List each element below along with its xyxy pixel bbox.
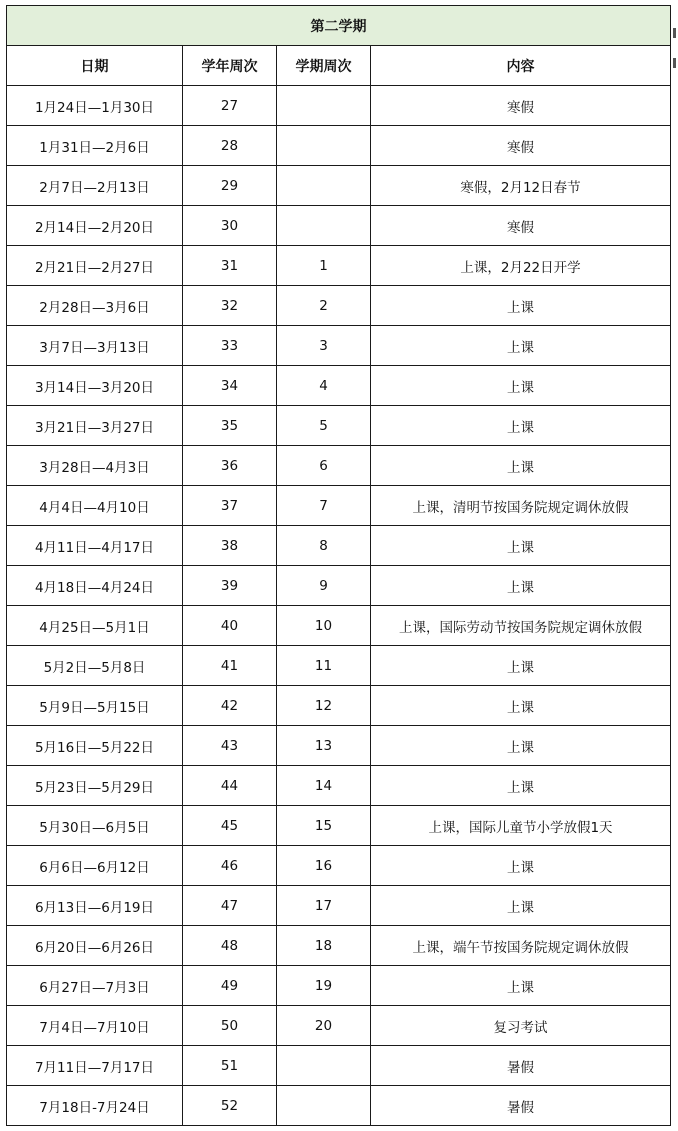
cell-term-week: 7 <box>277 486 371 526</box>
cell-year-week: 51 <box>183 1046 277 1086</box>
cell-content: 上课 <box>371 406 671 446</box>
cell-date: 7月4日—7月10日 <box>7 1006 183 1046</box>
cell-term-week <box>277 86 371 126</box>
cell-date: 2月14日—2月20日 <box>7 206 183 246</box>
cell-term-week: 13 <box>277 726 371 766</box>
cell-term-week: 17 <box>277 886 371 926</box>
cell-date: 3月21日—3月27日 <box>7 406 183 446</box>
calendar-table <box>6 5 671 1126</box>
cell-date: 3月14日—3月20日 <box>7 366 183 406</box>
cell-content: 上课 <box>371 526 671 566</box>
table-row <box>7 246 671 286</box>
cell-content: 暑假 <box>371 1046 671 1086</box>
cell-year-week: 46 <box>183 846 277 886</box>
table-row <box>7 86 671 126</box>
table-row <box>7 446 671 486</box>
cell-year-week: 35 <box>183 406 277 446</box>
cell-year-week: 50 <box>183 1006 277 1046</box>
cell-year-week: 27 <box>183 86 277 126</box>
table-row <box>7 166 671 206</box>
header-year-week: 学年周次 <box>183 46 277 86</box>
table-title: 第二学期 <box>7 6 671 46</box>
cell-year-week: 34 <box>183 366 277 406</box>
cell-year-week: 29 <box>183 166 277 206</box>
cell-term-week: 10 <box>277 606 371 646</box>
cell-term-week: 3 <box>277 326 371 366</box>
header-date: 日期 <box>7 46 183 86</box>
table-row <box>7 286 671 326</box>
table-row <box>7 926 671 966</box>
table-row <box>7 366 671 406</box>
cell-year-week: 47 <box>183 886 277 926</box>
cell-term-week: 9 <box>277 566 371 606</box>
cell-content: 上课 <box>371 846 671 886</box>
table-row <box>7 646 671 686</box>
cell-year-week: 37 <box>183 486 277 526</box>
cell-content: 上课 <box>371 446 671 486</box>
cell-date: 4月11日—4月17日 <box>7 526 183 566</box>
cell-date: 4月25日—5月1日 <box>7 606 183 646</box>
cell-year-week: 42 <box>183 686 277 726</box>
cell-date: 5月16日—5月22日 <box>7 726 183 766</box>
cell-date: 4月18日—4月24日 <box>7 566 183 606</box>
cell-date: 5月2日—5月8日 <box>7 646 183 686</box>
cell-content: 上课，端午节按国务院规定调休放假 <box>371 926 671 966</box>
cell-date: 3月7日—3月13日 <box>7 326 183 366</box>
cell-content: 寒假，2月12日春节 <box>371 166 671 206</box>
cell-term-week <box>277 1046 371 1086</box>
cell-content: 复习考试 <box>371 1006 671 1046</box>
cell-date: 6月13日—6月19日 <box>7 886 183 926</box>
cell-content: 寒假 <box>371 86 671 126</box>
table-row <box>7 806 671 846</box>
cell-term-week: 5 <box>277 406 371 446</box>
cell-term-week: 15 <box>277 806 371 846</box>
table-row <box>7 486 671 526</box>
cell-year-week: 43 <box>183 726 277 766</box>
cell-year-week: 33 <box>183 326 277 366</box>
cell-term-week: 18 <box>277 926 371 966</box>
table-row <box>7 1006 671 1046</box>
table-row <box>7 606 671 646</box>
cell-date: 1月31日—2月6日 <box>7 126 183 166</box>
cell-term-week: 2 <box>277 286 371 326</box>
header-row <box>7 46 671 86</box>
edge-mark <box>673 58 676 68</box>
cell-term-week: 8 <box>277 526 371 566</box>
header-term-week: 学期周次 <box>277 46 371 86</box>
cell-year-week: 49 <box>183 966 277 1006</box>
cell-content: 上课 <box>371 686 671 726</box>
cell-content: 上课，国际劳动节按国务院规定调休放假 <box>371 606 671 646</box>
table-row <box>7 406 671 446</box>
cell-term-week: 6 <box>277 446 371 486</box>
cell-term-week: 16 <box>277 846 371 886</box>
cell-year-week: 52 <box>183 1086 277 1126</box>
semester-calendar <box>6 5 670 1126</box>
cell-term-week <box>277 1086 371 1126</box>
cell-content: 上课 <box>371 766 671 806</box>
cell-content: 上课，清明节按国务院规定调休放假 <box>371 486 671 526</box>
cell-year-week: 45 <box>183 806 277 846</box>
table-row <box>7 566 671 606</box>
cell-term-week: 12 <box>277 686 371 726</box>
cell-year-week: 39 <box>183 566 277 606</box>
table-row <box>7 1046 671 1086</box>
cell-date: 2月7日—2月13日 <box>7 166 183 206</box>
edge-mark <box>673 28 676 38</box>
cell-year-week: 38 <box>183 526 277 566</box>
cell-year-week: 28 <box>183 126 277 166</box>
cell-year-week: 44 <box>183 766 277 806</box>
title-row <box>7 6 671 46</box>
cell-year-week: 31 <box>183 246 277 286</box>
table-row <box>7 326 671 366</box>
cell-content: 上课 <box>371 566 671 606</box>
table-row <box>7 886 671 926</box>
cell-content: 上课 <box>371 726 671 766</box>
cell-term-week: 20 <box>277 1006 371 1046</box>
cell-content: 上课 <box>371 286 671 326</box>
table-row <box>7 126 671 166</box>
cell-term-week: 11 <box>277 646 371 686</box>
cell-content: 上课，国际儿童节小学放假1天 <box>371 806 671 846</box>
cell-year-week: 41 <box>183 646 277 686</box>
cell-term-week <box>277 126 371 166</box>
cell-term-week: 14 <box>277 766 371 806</box>
cell-term-week: 19 <box>277 966 371 1006</box>
cell-date: 3月28日—4月3日 <box>7 446 183 486</box>
cell-date: 4月4日—4月10日 <box>7 486 183 526</box>
cell-date: 6月20日—6月26日 <box>7 926 183 966</box>
cell-content: 上课 <box>371 646 671 686</box>
cell-date: 6月27日—7月3日 <box>7 966 183 1006</box>
table-row <box>7 206 671 246</box>
table-body <box>7 86 671 1126</box>
table-row <box>7 966 671 1006</box>
cell-date: 2月28日—3月6日 <box>7 286 183 326</box>
cell-date: 5月30日—6月5日 <box>7 806 183 846</box>
cell-year-week: 48 <box>183 926 277 966</box>
cell-date: 5月23日—5月29日 <box>7 766 183 806</box>
cell-content: 上课 <box>371 886 671 926</box>
cell-term-week: 1 <box>277 246 371 286</box>
table-row <box>7 1086 671 1126</box>
cell-date: 7月11日—7月17日 <box>7 1046 183 1086</box>
cell-content: 上课 <box>371 326 671 366</box>
cell-content: 寒假 <box>371 206 671 246</box>
cell-date: 6月6日—6月12日 <box>7 846 183 886</box>
cell-year-week: 40 <box>183 606 277 646</box>
cell-year-week: 30 <box>183 206 277 246</box>
cell-date: 2月21日—2月27日 <box>7 246 183 286</box>
cell-content: 上课 <box>371 966 671 1006</box>
cell-content: 寒假 <box>371 126 671 166</box>
cell-date: 1月24日—1月30日 <box>7 86 183 126</box>
cell-date: 5月9日—5月15日 <box>7 686 183 726</box>
cell-year-week: 32 <box>183 286 277 326</box>
cell-term-week: 4 <box>277 366 371 406</box>
table-row <box>7 526 671 566</box>
table-row <box>7 846 671 886</box>
cell-content: 暑假 <box>371 1086 671 1126</box>
cell-year-week: 36 <box>183 446 277 486</box>
cell-term-week <box>277 166 371 206</box>
cell-date: 7月18日-7月24日 <box>7 1086 183 1126</box>
cell-content: 上课，2月22日开学 <box>371 246 671 286</box>
cell-content: 上课 <box>371 366 671 406</box>
table-row <box>7 726 671 766</box>
header-content: 内容 <box>371 46 671 86</box>
cell-term-week <box>277 206 371 246</box>
table-row <box>7 686 671 726</box>
table-row <box>7 766 671 806</box>
